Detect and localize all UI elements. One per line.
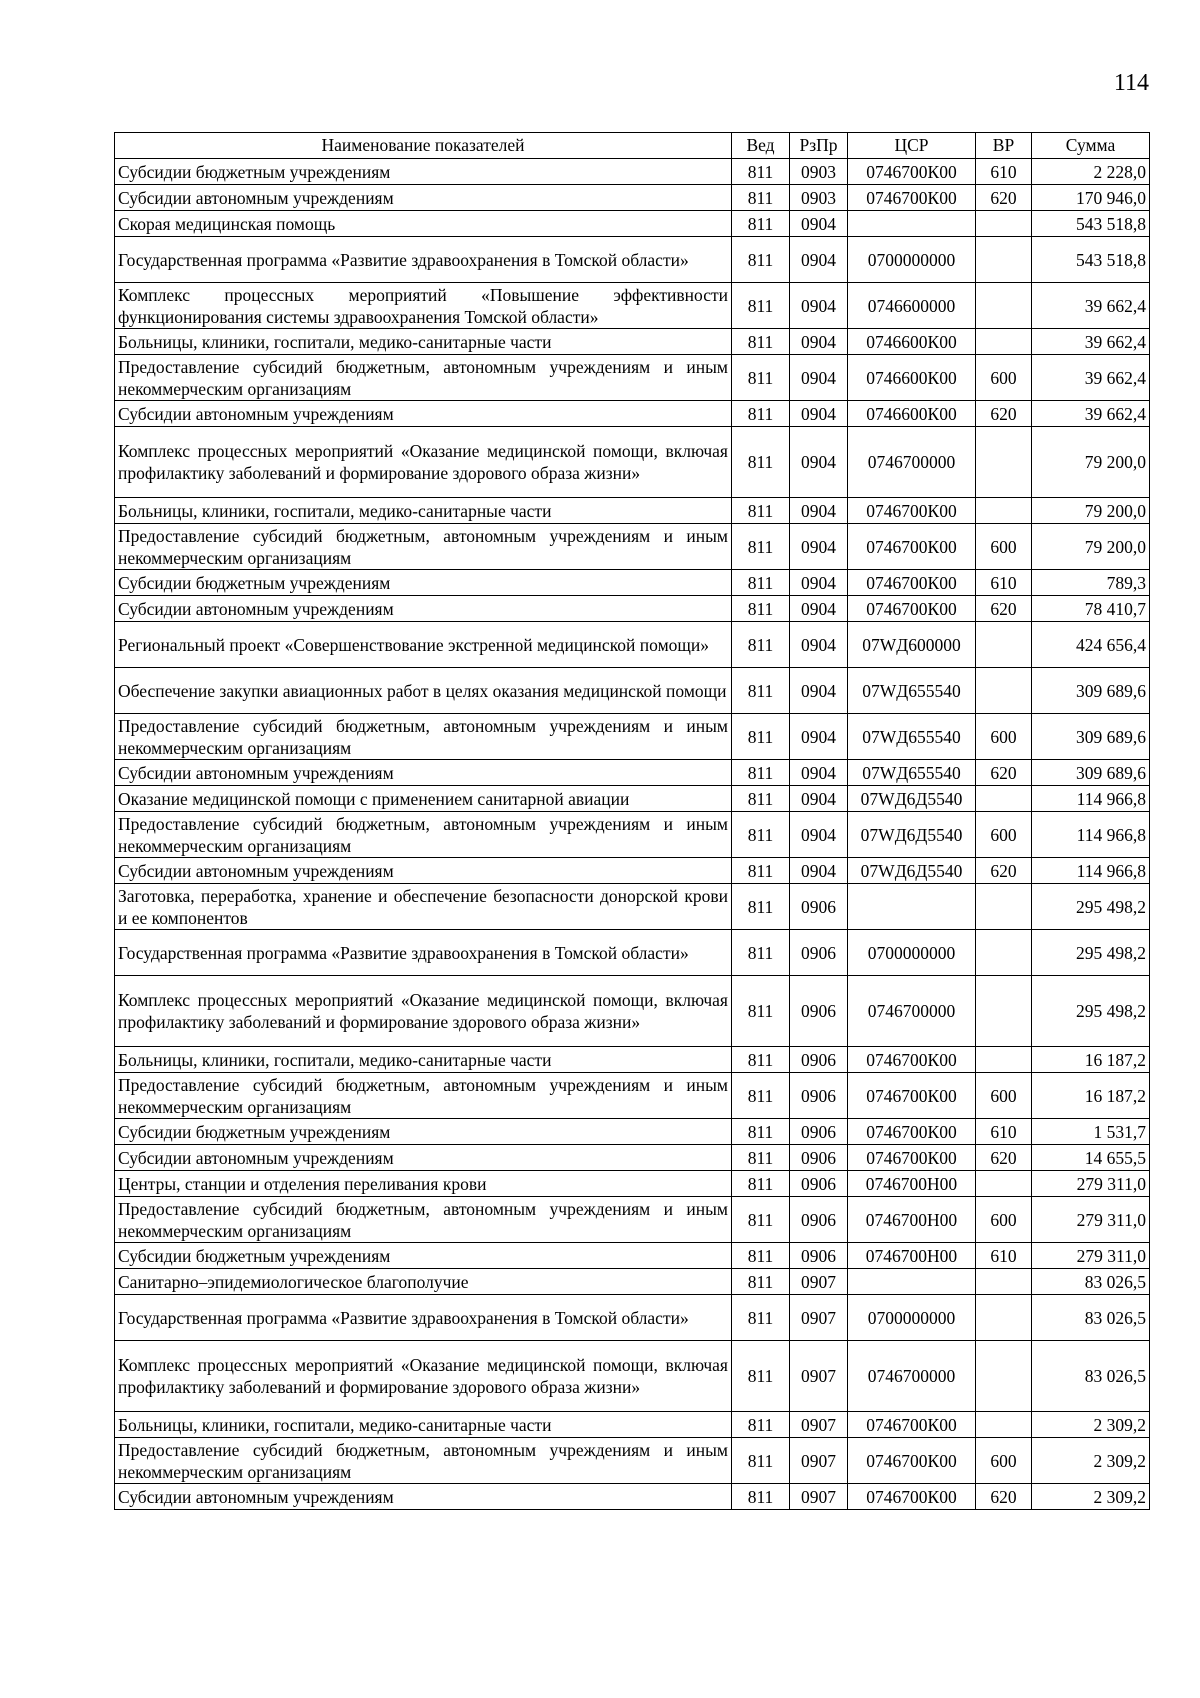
cell-csr: 0746700К00 xyxy=(848,1119,976,1145)
cell-name: Больницы, клиники, госпитали, медико-санитарные части xyxy=(115,1047,732,1073)
header-sum: Сумма xyxy=(1032,133,1150,159)
cell-csr: 0746700К00 xyxy=(848,1145,976,1171)
cell-sum: 309 689,6 xyxy=(1032,668,1150,714)
cell-rzpr: 0907 xyxy=(790,1412,848,1438)
cell-ved: 811 xyxy=(732,812,790,858)
cell-vr: 600 xyxy=(976,355,1032,401)
cell-vr xyxy=(976,1047,1032,1073)
cell-rzpr: 0906 xyxy=(790,930,848,976)
cell-sum: 543 518,8 xyxy=(1032,211,1150,237)
cell-vr: 600 xyxy=(976,1438,1032,1484)
cell-name: Субсидии бюджетным учреждениям xyxy=(115,1243,732,1269)
cell-vr: 610 xyxy=(976,159,1032,185)
cell-csr: 0700000000 xyxy=(848,930,976,976)
cell-csr: 0700000000 xyxy=(848,1295,976,1341)
cell-ved: 811 xyxy=(732,498,790,524)
cell-rzpr: 0907 xyxy=(790,1341,848,1412)
cell-csr: 0746700Н00 xyxy=(848,1243,976,1269)
cell-sum: 79 200,0 xyxy=(1032,524,1150,570)
cell-rzpr: 0904 xyxy=(790,237,848,283)
cell-name: Комплекс процессных мероприятий «Повышение эффективности функционирования системы здравоохранения Томской области» xyxy=(115,283,732,329)
table-row xyxy=(115,1295,1150,1341)
cell-vr xyxy=(976,1269,1032,1295)
cell-rzpr: 0904 xyxy=(790,355,848,401)
cell-ved: 811 xyxy=(732,930,790,976)
cell-name: Предоставление субсидий бюджетным, автономным учреждениям и иным некоммерческим организациям xyxy=(115,714,732,760)
cell-rzpr: 0904 xyxy=(790,812,848,858)
cell-ved: 811 xyxy=(732,1145,790,1171)
cell-rzpr: 0904 xyxy=(790,596,848,622)
cell-ved: 811 xyxy=(732,760,790,786)
cell-rzpr: 0904 xyxy=(790,283,848,329)
cell-csr: 0746600К00 xyxy=(848,355,976,401)
cell-name: Комплекс процессных мероприятий «Оказание медицинской помощи, включая профилактику заболеваний и формирование здорового образа жизни» xyxy=(115,976,732,1047)
cell-sum: 79 200,0 xyxy=(1032,498,1150,524)
cell-rzpr: 0907 xyxy=(790,1484,848,1510)
cell-csr: 0746700Н00 xyxy=(848,1171,976,1197)
cell-ved: 811 xyxy=(732,524,790,570)
cell-rzpr: 0907 xyxy=(790,1269,848,1295)
cell-ved: 811 xyxy=(732,622,790,668)
cell-sum: 309 689,6 xyxy=(1032,760,1150,786)
cell-rzpr: 0904 xyxy=(790,329,848,355)
cell-csr xyxy=(848,884,976,930)
table-row xyxy=(115,596,1150,622)
table-row xyxy=(115,237,1150,283)
cell-name: Скорая медицинская помощь xyxy=(115,211,732,237)
cell-rzpr: 0904 xyxy=(790,211,848,237)
cell-vr: 600 xyxy=(976,524,1032,570)
header-rzpr: РзПр xyxy=(790,133,848,159)
cell-sum: 424 656,4 xyxy=(1032,622,1150,668)
cell-rzpr: 0907 xyxy=(790,1295,848,1341)
table-row xyxy=(115,760,1150,786)
cell-csr: 0746700К00 xyxy=(848,596,976,622)
table-row xyxy=(115,401,1150,427)
cell-name: Субсидии автономным учреждениям xyxy=(115,1145,732,1171)
cell-name: Предоставление субсидий бюджетным, автономным учреждениям и иным некоммерческим организациям xyxy=(115,1197,732,1243)
cell-vr xyxy=(976,1295,1032,1341)
cell-csr: 0746700К00 xyxy=(848,1484,976,1510)
cell-sum: 39 662,4 xyxy=(1032,401,1150,427)
cell-name: Субсидии бюджетным учреждениям xyxy=(115,570,732,596)
cell-vr: 620 xyxy=(976,1484,1032,1510)
cell-ved: 811 xyxy=(732,1047,790,1073)
cell-vr: 620 xyxy=(976,858,1032,884)
cell-vr xyxy=(976,1412,1032,1438)
cell-rzpr: 0907 xyxy=(790,1438,848,1484)
cell-sum: 789,3 xyxy=(1032,570,1150,596)
cell-ved: 811 xyxy=(732,884,790,930)
cell-csr: 0746700000 xyxy=(848,976,976,1047)
cell-name: Субсидии автономным учреждениям xyxy=(115,1484,732,1510)
header-ved: Вед xyxy=(732,133,790,159)
cell-name: Субсидии автономным учреждениям xyxy=(115,858,732,884)
table-row xyxy=(115,1243,1150,1269)
cell-sum: 2 228,0 xyxy=(1032,159,1150,185)
cell-name: Государственная программа «Развитие здравоохранения в Томской области» xyxy=(115,930,732,976)
table-row xyxy=(115,1145,1150,1171)
cell-name: Комплекс процессных мероприятий «Оказание медицинской помощи, включая профилактику заболеваний и формирование здорового образа жизни» xyxy=(115,427,732,498)
table-row xyxy=(115,622,1150,668)
table-row xyxy=(115,355,1150,401)
cell-csr: 07WД6Д5540 xyxy=(848,786,976,812)
cell-sum: 79 200,0 xyxy=(1032,427,1150,498)
cell-vr xyxy=(976,211,1032,237)
cell-vr: 610 xyxy=(976,1243,1032,1269)
cell-rzpr: 0904 xyxy=(790,786,848,812)
cell-rzpr: 0904 xyxy=(790,524,848,570)
cell-rzpr: 0906 xyxy=(790,976,848,1047)
cell-csr: 0700000000 xyxy=(848,237,976,283)
cell-name: Предоставление субсидий бюджетным, автономным учреждениям и иным некоммерческим организациям xyxy=(115,1438,732,1484)
table-row xyxy=(115,930,1150,976)
cell-sum: 170 946,0 xyxy=(1032,185,1150,211)
cell-rzpr: 0904 xyxy=(790,622,848,668)
cell-ved: 811 xyxy=(732,1341,790,1412)
cell-csr: 0746700000 xyxy=(848,1341,976,1412)
table-row xyxy=(115,1269,1150,1295)
table-row xyxy=(115,1341,1150,1412)
cell-sum: 16 187,2 xyxy=(1032,1073,1150,1119)
cell-name: Больницы, клиники, госпитали, медико-санитарные части xyxy=(115,498,732,524)
cell-csr: 0746700К00 xyxy=(848,570,976,596)
cell-name: Предоставление субсидий бюджетным, автономным учреждениям и иным некоммерческим организациям xyxy=(115,524,732,570)
cell-vr xyxy=(976,1171,1032,1197)
cell-sum: 114 966,8 xyxy=(1032,812,1150,858)
cell-sum: 295 498,2 xyxy=(1032,976,1150,1047)
table-row xyxy=(115,786,1150,812)
cell-sum: 114 966,8 xyxy=(1032,858,1150,884)
cell-ved: 811 xyxy=(732,1269,790,1295)
table-row xyxy=(115,858,1150,884)
cell-csr: 0746700К00 xyxy=(848,524,976,570)
cell-ved: 811 xyxy=(732,1197,790,1243)
cell-name: Субсидии автономным учреждениям xyxy=(115,401,732,427)
cell-vr xyxy=(976,884,1032,930)
cell-csr: 0746600000 xyxy=(848,283,976,329)
cell-name: Предоставление субсидий бюджетным, автономным учреждениям и иным некоммерческим организациям xyxy=(115,355,732,401)
cell-ved: 811 xyxy=(732,283,790,329)
table-row xyxy=(115,570,1150,596)
cell-vr xyxy=(976,237,1032,283)
cell-vr: 600 xyxy=(976,714,1032,760)
cell-name: Центры, станции и отделения переливания крови xyxy=(115,1171,732,1197)
cell-sum: 2 309,2 xyxy=(1032,1484,1150,1510)
cell-ved: 811 xyxy=(732,355,790,401)
cell-sum: 39 662,4 xyxy=(1032,329,1150,355)
cell-rzpr: 0904 xyxy=(790,714,848,760)
cell-sum: 114 966,8 xyxy=(1032,786,1150,812)
cell-rzpr: 0904 xyxy=(790,498,848,524)
cell-csr: 0746600К00 xyxy=(848,329,976,355)
table-row xyxy=(115,1171,1150,1197)
cell-csr: 0746700К00 xyxy=(848,1047,976,1073)
table-row xyxy=(115,976,1150,1047)
cell-name: Санитарно–эпидемиологическое благополучие xyxy=(115,1269,732,1295)
cell-ved: 811 xyxy=(732,570,790,596)
cell-name: Больницы, клиники, госпитали, медико-санитарные части xyxy=(115,1412,732,1438)
cell-csr: 0746700К00 xyxy=(848,1438,976,1484)
cell-ved: 811 xyxy=(732,427,790,498)
cell-csr: 07WД6Д5540 xyxy=(848,812,976,858)
table-row xyxy=(115,159,1150,185)
table-row xyxy=(115,211,1150,237)
cell-ved: 811 xyxy=(732,1171,790,1197)
cell-rzpr: 0904 xyxy=(790,668,848,714)
cell-vr: 620 xyxy=(976,596,1032,622)
cell-ved: 811 xyxy=(732,329,790,355)
table-row xyxy=(115,427,1150,498)
cell-name: Субсидии автономным учреждениям xyxy=(115,596,732,622)
cell-csr: 0746700К00 xyxy=(848,498,976,524)
cell-ved: 811 xyxy=(732,1484,790,1510)
cell-ved: 811 xyxy=(732,401,790,427)
cell-ved: 811 xyxy=(732,1412,790,1438)
cell-ved: 811 xyxy=(732,1295,790,1341)
cell-rzpr: 0903 xyxy=(790,185,848,211)
table-row xyxy=(115,812,1150,858)
cell-csr: 0746600К00 xyxy=(848,401,976,427)
cell-csr: 0746700К00 xyxy=(848,185,976,211)
cell-csr: 0746700000 xyxy=(848,427,976,498)
cell-ved: 811 xyxy=(732,596,790,622)
cell-rzpr: 0906 xyxy=(790,1145,848,1171)
table-row xyxy=(115,498,1150,524)
cell-vr: 620 xyxy=(976,185,1032,211)
cell-vr: 620 xyxy=(976,401,1032,427)
cell-vr xyxy=(976,930,1032,976)
cell-vr: 610 xyxy=(976,570,1032,596)
cell-ved: 811 xyxy=(732,858,790,884)
cell-sum: 295 498,2 xyxy=(1032,930,1150,976)
budget-table xyxy=(114,132,1150,1510)
cell-vr xyxy=(976,622,1032,668)
cell-name: Комплекс процессных мероприятий «Оказание медицинской помощи, включая профилактику заболеваний и формирование здорового образа жизни» xyxy=(115,1341,732,1412)
cell-name: Предоставление субсидий бюджетным, автономным учреждениям и иным некоммерческим организациям xyxy=(115,1073,732,1119)
cell-sum: 1 531,7 xyxy=(1032,1119,1150,1145)
cell-rzpr: 0904 xyxy=(790,427,848,498)
cell-csr: 07WД6Д5540 xyxy=(848,858,976,884)
cell-name: Государственная программа «Развитие здравоохранения в Томской области» xyxy=(115,1295,732,1341)
table-row xyxy=(115,1047,1150,1073)
cell-csr: 07WД655540 xyxy=(848,714,976,760)
cell-vr: 610 xyxy=(976,1119,1032,1145)
table-row xyxy=(115,329,1150,355)
cell-vr: 600 xyxy=(976,1073,1032,1119)
table-row xyxy=(115,1119,1150,1145)
table-body xyxy=(115,159,1150,1510)
cell-sum: 39 662,4 xyxy=(1032,355,1150,401)
cell-name: Государственная программа «Развитие здравоохранения в Томской области» xyxy=(115,237,732,283)
cell-rzpr: 0906 xyxy=(790,1171,848,1197)
cell-ved: 811 xyxy=(732,211,790,237)
cell-name: Оказание медицинской помощи с применением санитарной авиации xyxy=(115,786,732,812)
cell-rzpr: 0904 xyxy=(790,570,848,596)
cell-name: Заготовка, переработка, хранение и обеспечение безопасности донорской крови и ее компонентов xyxy=(115,884,732,930)
cell-sum: 78 410,7 xyxy=(1032,596,1150,622)
cell-name: Субсидии автономным учреждениям xyxy=(115,760,732,786)
cell-ved: 811 xyxy=(732,237,790,283)
cell-ved: 811 xyxy=(732,1243,790,1269)
cell-vr: 620 xyxy=(976,760,1032,786)
table-row xyxy=(115,185,1150,211)
cell-vr: 620 xyxy=(976,1145,1032,1171)
cell-rzpr: 0906 xyxy=(790,1119,848,1145)
cell-ved: 811 xyxy=(732,159,790,185)
cell-vr: 600 xyxy=(976,812,1032,858)
cell-sum: 309 689,6 xyxy=(1032,714,1150,760)
table-row xyxy=(115,1197,1150,1243)
table-row xyxy=(115,714,1150,760)
table-row xyxy=(115,668,1150,714)
cell-csr: 07WД655540 xyxy=(848,668,976,714)
cell-vr xyxy=(976,786,1032,812)
cell-ved: 811 xyxy=(732,668,790,714)
cell-rzpr: 0904 xyxy=(790,858,848,884)
cell-vr xyxy=(976,329,1032,355)
cell-rzpr: 0906 xyxy=(790,1243,848,1269)
header-vr: ВР xyxy=(976,133,1032,159)
cell-name: Субсидии автономным учреждениям xyxy=(115,185,732,211)
cell-sum: 279 311,0 xyxy=(1032,1243,1150,1269)
table-row xyxy=(115,884,1150,930)
cell-ved: 811 xyxy=(732,1438,790,1484)
cell-sum: 295 498,2 xyxy=(1032,884,1150,930)
cell-vr xyxy=(976,427,1032,498)
cell-vr xyxy=(976,498,1032,524)
cell-csr: 0746700К00 xyxy=(848,159,976,185)
table-row xyxy=(115,524,1150,570)
cell-name: Обеспечение закупки авиационных работ в целях оказания медицинской помощи xyxy=(115,668,732,714)
cell-vr xyxy=(976,668,1032,714)
table-row xyxy=(115,1484,1150,1510)
table-row xyxy=(115,1073,1150,1119)
header-name: Наименование показателей xyxy=(115,133,732,159)
cell-sum: 16 187,2 xyxy=(1032,1047,1150,1073)
cell-rzpr: 0904 xyxy=(790,401,848,427)
cell-name: Субсидии бюджетным учреждениям xyxy=(115,159,732,185)
table-row xyxy=(115,1412,1150,1438)
cell-sum: 279 311,0 xyxy=(1032,1171,1150,1197)
cell-name: Субсидии бюджетным учреждениям xyxy=(115,1119,732,1145)
cell-sum: 83 026,5 xyxy=(1032,1295,1150,1341)
cell-ved: 811 xyxy=(732,976,790,1047)
cell-rzpr: 0906 xyxy=(790,1073,848,1119)
header-csr: ЦСР xyxy=(848,133,976,159)
cell-vr: 600 xyxy=(976,1197,1032,1243)
page-number: 114 xyxy=(1113,70,1149,96)
table-row xyxy=(115,1438,1150,1484)
cell-csr: 0746700К00 xyxy=(848,1412,976,1438)
cell-sum: 2 309,2 xyxy=(1032,1412,1150,1438)
cell-rzpr: 0903 xyxy=(790,159,848,185)
cell-name: Предоставление субсидий бюджетным, автономным учреждениям и иным некоммерческим организациям xyxy=(115,812,732,858)
cell-ved: 811 xyxy=(732,786,790,812)
cell-ved: 811 xyxy=(732,185,790,211)
cell-sum: 14 655,5 xyxy=(1032,1145,1150,1171)
cell-rzpr: 0906 xyxy=(790,1047,848,1073)
cell-sum: 279 311,0 xyxy=(1032,1197,1150,1243)
cell-ved: 811 xyxy=(732,1073,790,1119)
cell-name: Региональный проект «Совершенствование экстренной медицинской помощи» xyxy=(115,622,732,668)
cell-ved: 811 xyxy=(732,714,790,760)
cell-rzpr: 0906 xyxy=(790,884,848,930)
cell-vr xyxy=(976,976,1032,1047)
cell-sum: 543 518,8 xyxy=(1032,237,1150,283)
cell-sum: 83 026,5 xyxy=(1032,1341,1150,1412)
cell-sum: 39 662,4 xyxy=(1032,283,1150,329)
cell-csr: 07WД655540 xyxy=(848,760,976,786)
cell-sum: 2 309,2 xyxy=(1032,1438,1150,1484)
cell-csr: 0746700Н00 xyxy=(848,1197,976,1243)
cell-vr xyxy=(976,1341,1032,1412)
cell-csr xyxy=(848,1269,976,1295)
cell-name: Больницы, клиники, госпитали, медико-санитарные части xyxy=(115,329,732,355)
cell-ved: 811 xyxy=(732,1119,790,1145)
table-row xyxy=(115,283,1150,329)
cell-rzpr: 0904 xyxy=(790,760,848,786)
cell-csr xyxy=(848,211,976,237)
table-header-row xyxy=(115,133,1150,159)
cell-sum: 83 026,5 xyxy=(1032,1269,1150,1295)
cell-csr: 07WД600000 xyxy=(848,622,976,668)
cell-rzpr: 0906 xyxy=(790,1197,848,1243)
cell-vr xyxy=(976,283,1032,329)
cell-csr: 0746700К00 xyxy=(848,1073,976,1119)
